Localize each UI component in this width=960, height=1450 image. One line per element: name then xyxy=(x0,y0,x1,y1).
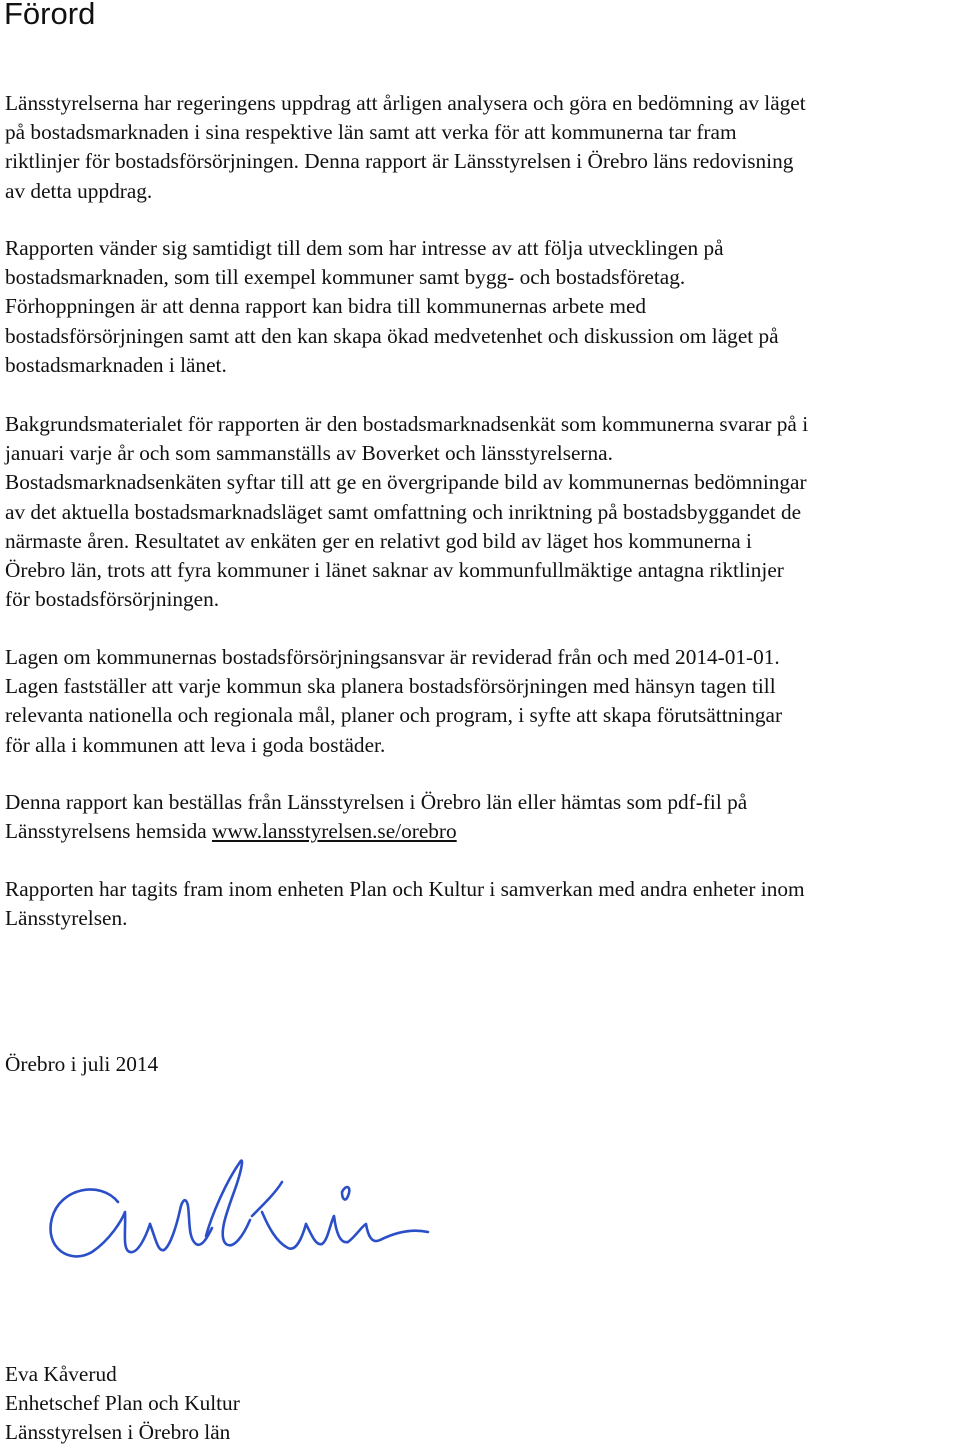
text-line: för bostadsförsörjningen. xyxy=(5,587,220,612)
text-line: Lagen fastställer att varje kommun ska planera bostadsförsörjningen med hänsyn tagen till xyxy=(5,674,776,699)
text-line: närmaste åren. Resultatet av enkäten ger en relativt god bild av läget hos kommunerna i xyxy=(5,528,752,553)
text-line: bostadsmarknaden, som till exempel kommuner samt bygg- och bostadsföretag. xyxy=(5,265,686,290)
text-line: januari varje år och som sammanställs av Boverket och länsstyrelserna. xyxy=(5,441,613,466)
text-fragment: Länsstyrelsens hemsida xyxy=(5,819,213,844)
text-line: Rapporten vänder sig samtidigt till dem som har intresse av att följa utvecklingen på xyxy=(5,236,724,260)
text-line: Länsstyrelsen. xyxy=(5,906,128,931)
handwritten-signature-icon xyxy=(30,1140,450,1290)
page-title: Förord xyxy=(4,0,96,31)
text-line: av det aktuella bostadsmarknadsläget samt omfattning och inriktning på bostadsbyggandet de xyxy=(5,499,802,524)
text-line: Rapporten har tagits fram inom enheten Plan och Kultur i samverkan med andra enheter inom xyxy=(5,877,805,901)
text-line: Lagen om kommunernas bostadsförsörjningsansvar är reviderad från och med 2014-01-01. xyxy=(5,645,780,669)
paragraph-audience xyxy=(5,234,957,380)
dateline xyxy=(5,1050,957,1079)
text-line: Förhoppningen är att denna rapport kan bidra till kommunernas arbete med xyxy=(5,294,647,319)
text-line: Bostadsmarknadsenkäten syftar till att ge en övergripande bild av kommunernas bedömningar xyxy=(5,470,807,495)
signer-organization: Länsstyrelsen i Örebro län xyxy=(5,1420,231,1445)
text-line: av detta uppdrag. xyxy=(5,178,153,203)
text-line: riktlinjer för bostadsförsörjningen. Denna rapport är Länsstyrelsen i Örebro läns redovisning xyxy=(5,149,794,174)
signer-title: Enhetschef Plan och Kultur xyxy=(5,1391,240,1416)
text-line: Länsstyrelserna har regeringens uppdrag att årligen analysera och göra en bedömning av läget xyxy=(5,91,806,115)
text-line: relevanta nationella och regionala mål, planer och program, i syfte att skapa förutsättningar xyxy=(5,703,783,728)
text-line: Örebro län, trots att fyra kommuner i länet saknar av kommunfullmäktige antagna riktlinjer xyxy=(5,558,784,583)
text-line: för alla i kommunen att leva i goda bostäder. xyxy=(5,732,386,757)
date-text: Örebro i juli 2014 xyxy=(5,1052,159,1076)
text-line: bostadsförsörjningen samt att den kan skapa ökad medvetenhet och diskussion om läget på xyxy=(5,323,779,348)
text-line: Bakgrundsmaterialet för rapporten är den bostadsmarknadsenkät som kommunerna svarar på i xyxy=(5,412,809,436)
website-link[interactable]: www.lansstyrelsen.se/orebro xyxy=(212,819,457,844)
signer-name: Eva Kåverud xyxy=(5,1362,117,1386)
text-line xyxy=(5,817,957,846)
text-line: Denna rapport kan beställas från Länsstyrelsen i Örebro län eller hämtas som pdf-fil på xyxy=(5,790,748,814)
paragraph-authorship xyxy=(5,875,957,933)
signer-block xyxy=(5,1360,957,1448)
text-line: bostadsmarknaden i länet. xyxy=(5,352,227,377)
paragraph-background xyxy=(5,410,957,614)
text-line: på bostadsmarknaden i sina respektive län samt att verka för att kommunerna tar fram xyxy=(5,120,737,145)
paragraph-law xyxy=(5,643,957,760)
paragraph-assignment xyxy=(5,89,957,206)
paragraph-ordering xyxy=(5,788,957,846)
